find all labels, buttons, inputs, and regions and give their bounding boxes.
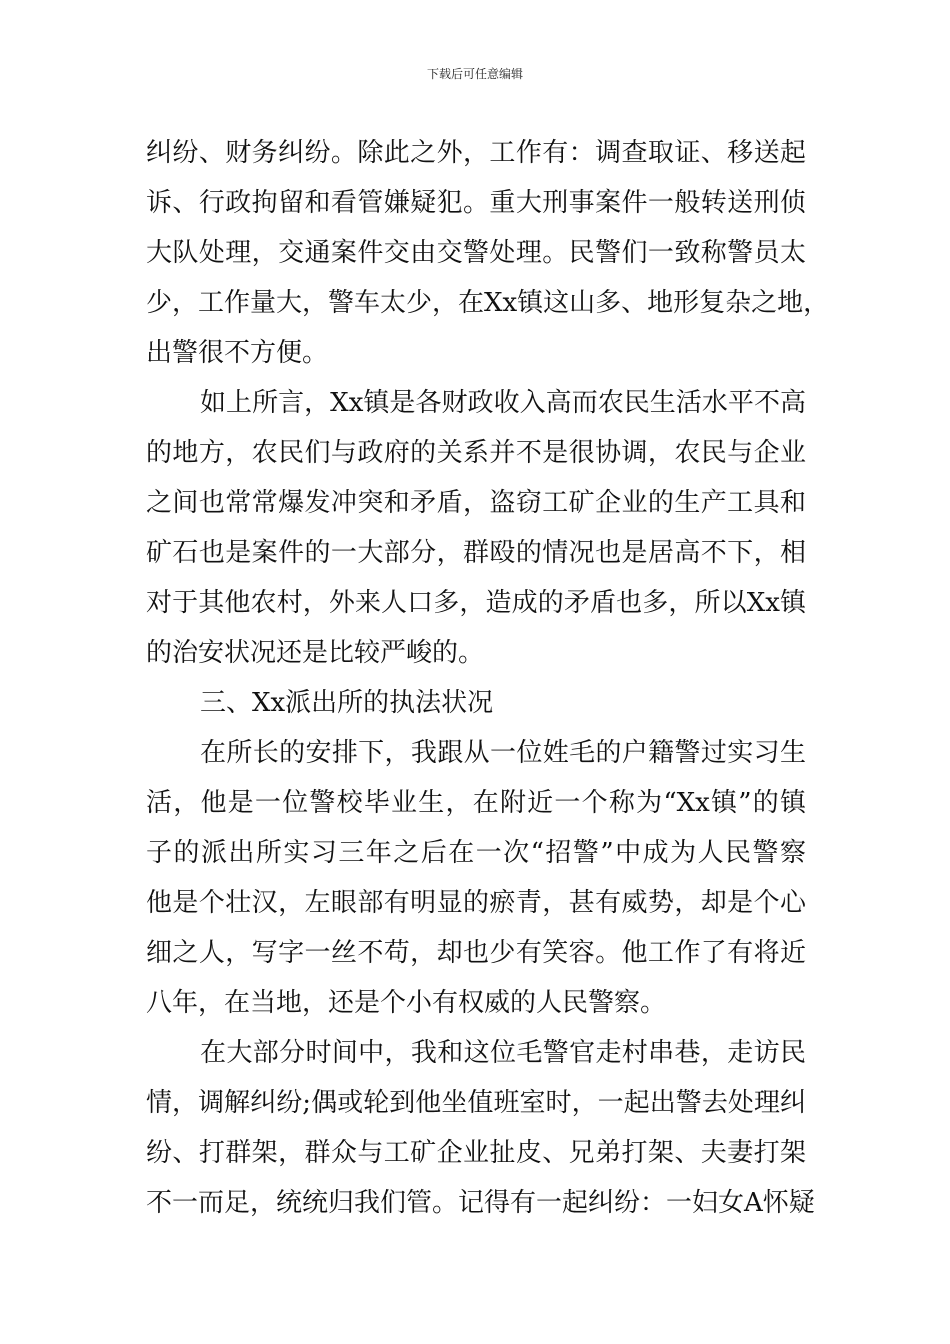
text-line: 少，工作量大，警车太少，在Xx镇这山多、地形复杂之地， [146,288,830,318]
text-line: 大队处理，交通案件交由交警处理。民警们一致称警员太 [146,238,806,268]
page-header: 下载后可任意编辑 [426,67,523,81]
text-line: 诉、行政拘留和看管嫌疑犯。重大刑事案件一般转送刑侦 [146,188,806,218]
text-line: 在大部分时间中，我和这位毛警官走村串巷，走访民 [200,1038,806,1068]
text-line: 八年，在当地，还是个小有权威的人民警察。 [146,988,667,1018]
text-line: 纠纷、财务纠纷。除此之外，工作有：调查取证、移送起 [146,138,806,168]
text-line: 在所长的安排下，我跟从一位姓毛的户籍警过实习生 [200,738,806,768]
text-line: 之间也常常爆发冲突和矛盾，盗窃工矿企业的生产工具和 [146,488,806,518]
text-line: 活，他是一位警校毕业生，在附近一个称为“Xx镇”的镇 [146,788,806,818]
text-line: 的地方，农民们与政府的关系并不是很协调，农民与企业 [146,438,806,468]
text-line: 的治安状况还是比较严峻的。 [146,638,485,668]
text-line: 矿石也是案件的一大部分，群殴的情况也是居高不下，相 [146,538,806,568]
text-line: 纷、打群架，群众与工矿企业扯皮、兄弟打架、夫妻打架 [146,1138,806,1168]
text-line: 子的派出所实习三年之后在一次“招警”中成为人民警察 [146,838,806,868]
text-line: 不一而足，统统归我们管。记得有一起纠纷：一妇女A怀疑 [146,1188,815,1218]
text-line: 出警很不方便。 [146,338,329,368]
text-line: 他是个壮汉，左眼部有明显的瘀青，甚有威势，却是个心 [146,888,806,918]
text-line: 细之人，写字一丝不苟，却也少有笑容。他工作了有将近 [146,938,806,968]
text-line: 对于其他农村，外来人口多，造成的矛盾也多，所以Xx镇 [146,588,806,618]
text-line: 如上所言，Xx镇是各财政收入高而农民生活水平不高 [200,388,806,418]
document-body [146,128,830,1228]
section-heading: 三、Xx派出所的执法状况 [200,688,494,718]
text-line: 情，调解纠纷;偶或轮到他坐值班室时，一起出警去处理纠 [146,1088,806,1118]
